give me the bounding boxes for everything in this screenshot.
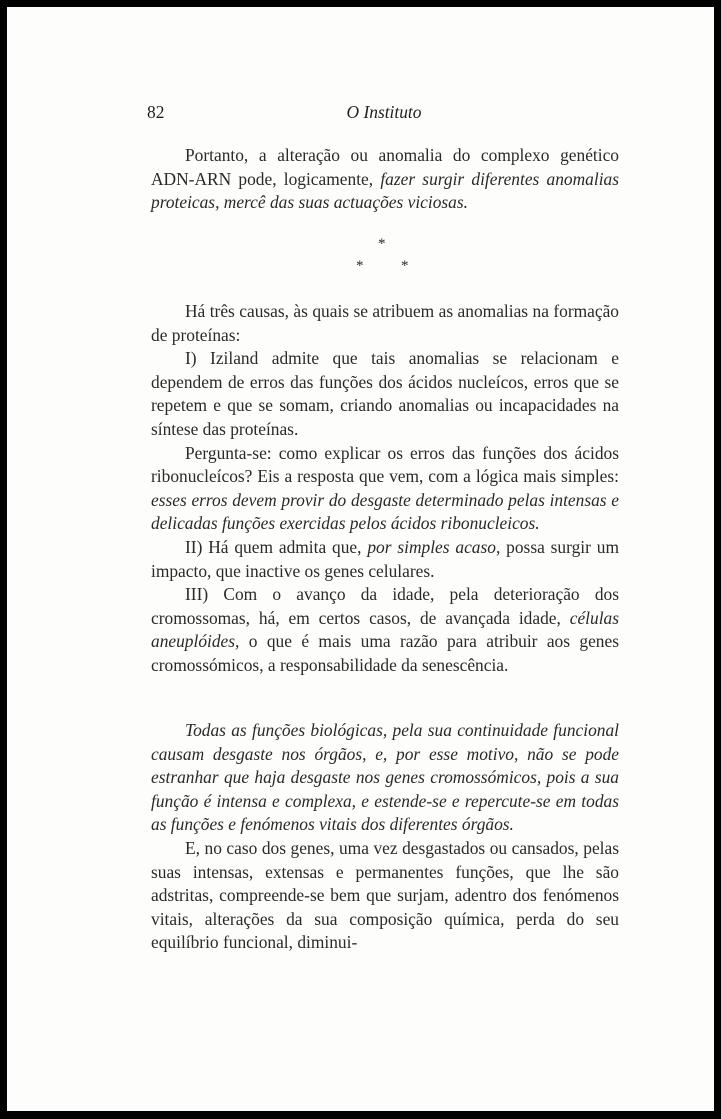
paragraph-emphasis: fazer surgir diferentes anomalias proteicas, mercê das suas actuações viciosas. <box>151 168 620 213</box>
paragraph: E, no caso dos genes, uma vez desgastados ou cansados, pelas suas intensas, extensas e permanentes funções, que lhe são adstritas, compreende-se bem que surjam, adentro dos fenómenos vitais, alterações da sua composição química, perda do seu equilíbrio funcional, diminui- <box>151 837 619 953</box>
asterism-star: * <box>356 258 364 274</box>
paragraph-text: III) Com o avanço da idade, pela deterioração dos cromossomas, há, em certos casos, de avançada idade, <box>151 584 619 628</box>
paragraph-emphasis: Todas as funções biológicas, pela sua continuidade funcional causam desgaste nos órgãos, e, por esse motivo, não se pode estranhar que haja desgaste nos genes cromossómicos, pois a sua função é intensa e complexa, e estende-se e repercute-se em todas as funções e fenómenos vitais dos diferentes órgãos. <box>151 720 619 835</box>
paragraph-text: Pergunta-se: como explicar os erros das funções dos ácidos ribonucleícos? Eis a resposta que vem, com a lógica mais simples: <box>151 442 619 487</box>
asterism-star: * <box>401 258 409 274</box>
paragraph-text: o que é mais uma razão para atribuir aos genes cromossómicos, a responsabilidade da senescência. <box>151 631 619 675</box>
paragraph-text: Portanto, a alteração ou anomalia do complexo genético ADN-ARN pode, logicamente, <box>151 145 619 189</box>
paragraph <box>151 144 619 215</box>
asterism-star: * <box>378 236 386 252</box>
section-causes <box>151 300 619 678</box>
paragraph <box>151 719 619 837</box>
page-header <box>147 102 621 124</box>
paragraph-emphasis: células aneuplóides, <box>151 607 619 652</box>
page-number: 82 <box>147 102 165 122</box>
paragraph <box>151 536 619 583</box>
paragraph: I) Iziland admite que tais anomalias se relacionam e dependem de erros das funções dos ácidos nucleícos, erros que se repetem e que se somam, criando anomalias ou incapacidades na síntese das proteínas. <box>151 348 619 439</box>
asterism-divider <box>151 237 619 277</box>
paragraph: Há três causas, às quais se atribuem as anomalias na formação de proteínas: <box>151 301 619 345</box>
section-wear <box>151 719 619 955</box>
paragraph <box>151 583 619 677</box>
running-title: O Instituto <box>346 102 422 122</box>
book-page <box>7 7 714 1111</box>
paragraph-text: possa surgir um impacto, que inactive os genes celulares. <box>151 536 619 581</box>
paragraph <box>151 442 619 536</box>
paragraph-emphasis: por simples acaso, <box>367 536 501 557</box>
section-conclusion <box>151 144 619 215</box>
paragraph-text: II) Há quem admita que, <box>185 536 368 557</box>
paragraph-emphasis: esses erros devem provir do desgaste determinado pelas intensas e delicadas funções exercidas pelos ácidos ribonucleicos. <box>151 489 619 534</box>
